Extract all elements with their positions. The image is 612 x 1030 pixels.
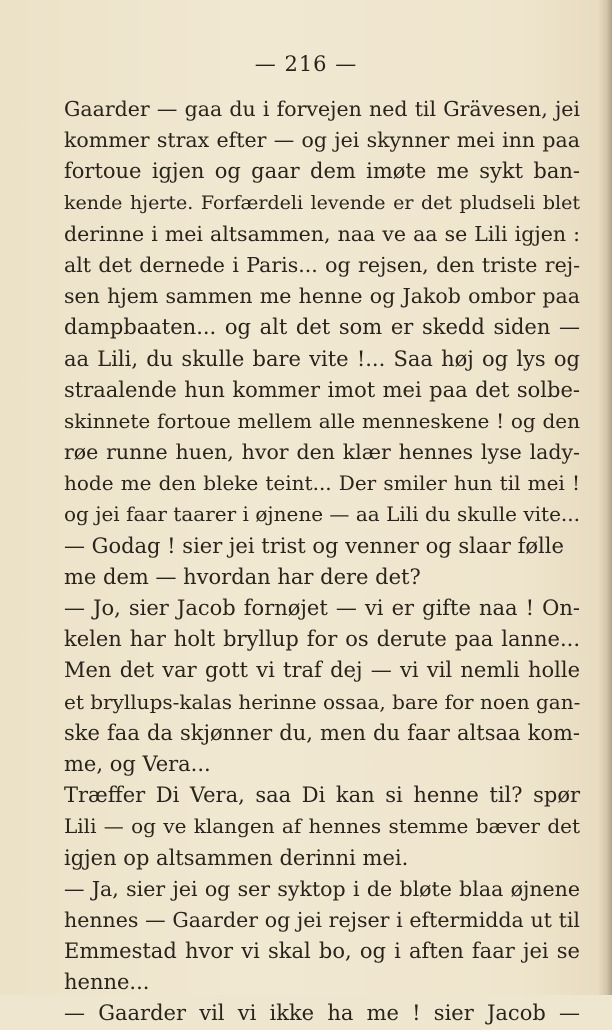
text-line: røe runne huen, hvor den klær hennes lyse lady- <box>64 440 580 465</box>
page-edge-shadow <box>598 0 612 995</box>
text-line: aa Lili, du skulle bare vite !... Saa høj og lys og <box>64 346 580 371</box>
text-line: fortoue igjen og gaar dem imøte me sykt ban- <box>64 159 580 184</box>
text-line: kommer strax efter — og jei skynner mei inn paa <box>64 128 580 153</box>
text-line: og jei faar taarer i øjnene — aa Lili du skulle vite... <box>64 502 580 527</box>
text-line: sen hjem sammen me henne og Jakob ombor paa <box>64 284 580 309</box>
text-line: — Jo, sier Jacob fornøjet — vi er gifte naa ! On- <box>64 596 580 620</box>
text-line: Træffer Di Vera, saa Di kan si henne til? spør <box>64 783 580 808</box>
text-line: ske faa da skjønner du, men du faar altsaa kom- <box>64 720 580 745</box>
text-line: Lili — og ve klangen af hennes stemme bæver det <box>64 814 580 839</box>
text-line: skinnete fortoue mellem alle menneskene ! og den <box>64 408 580 433</box>
text-line: Gaarder — gaa du i forvejen ned til Grävesen, jei <box>64 97 580 121</box>
text-line: straalende hun kommer imot mei paa det solbe- <box>64 377 580 402</box>
text-line: hennes — Gaarder og jei rejser i eftermidda ut til <box>64 907 580 932</box>
body-text <box>64 94 580 1030</box>
text-line: kende hjerte. Forfærdeli levende er det pludseli blet <box>64 191 580 214</box>
text-line: me dem — hvordan har dere det? <box>64 564 421 589</box>
text-line: et bryllups-kalas herinne ossaa, bare for noen gan- <box>64 689 581 714</box>
text-line: — Godag ! sier jei trist og venner og slaar følle <box>64 533 564 558</box>
text-line: — Gaarder vil vi ikke ha me ! sier Jacob — <box>64 1001 580 1026</box>
text-line: me, og Vera... <box>64 751 211 776</box>
text-line: hode me den bleke teint... Der smiler hun til mei ! <box>64 471 580 496</box>
text-line: igjen op altsammen derinni mei. <box>64 845 409 870</box>
text-line: dampbaaten... og alt det som er skedd siden — <box>64 315 580 340</box>
text-line: Men det var gott vi traf dej — vi vil nemli holle <box>64 658 580 683</box>
text-line: alt det dernede i Paris... og rejsen, den triste rej- <box>64 252 580 277</box>
text-line: Emmestad hvor vi skal bo, og i aften faar jei se <box>64 939 580 964</box>
text-line: henne... <box>64 970 150 995</box>
text-line: derinne i mei altsammen, naa ve aa se Lili igjen : <box>64 221 580 246</box>
text-line: kelen har holt bryllup for os derute paa lanne... <box>64 627 580 652</box>
page-number: — 216 — <box>254 52 358 76</box>
text-line: — Ja, sier jei og ser syktop i de bløte blaa øjnene <box>64 876 580 901</box>
